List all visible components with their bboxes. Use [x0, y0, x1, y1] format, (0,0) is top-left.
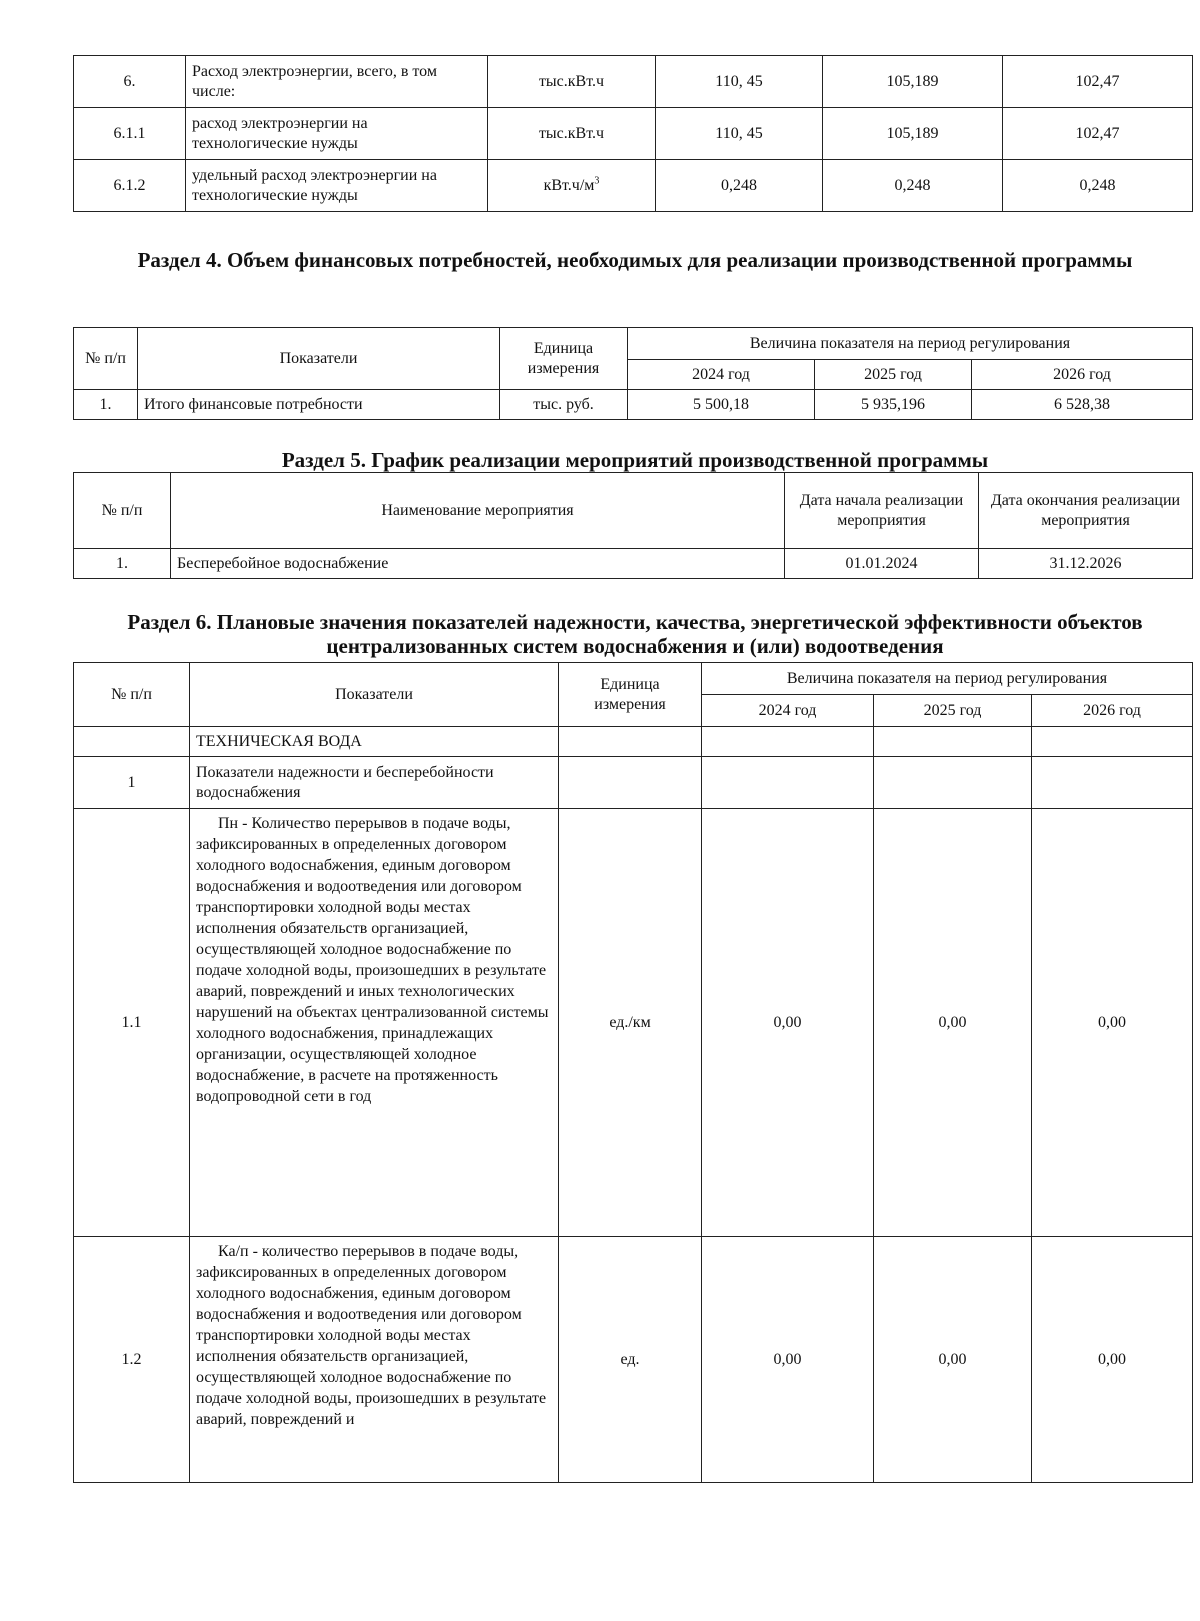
row-name: Итого финансовые потребности — [138, 390, 500, 420]
header-unit: Единица измерения — [559, 663, 702, 727]
row-number: 1. — [74, 549, 171, 579]
header-row — [74, 328, 1193, 360]
end-date: 31.12.2026 — [979, 549, 1193, 579]
section-6-title: Раздел 6. Плановые значения показателей надежности, качества, энергетической эффективности объектов централизованных систем водоснабжения и (или) водоотведения — [127, 610, 1143, 658]
value-2024: 110, 45 — [656, 56, 823, 108]
header-end-date: Дата окончания реализации мероприятия — [979, 473, 1193, 549]
value-2025: 0,248 — [823, 160, 1003, 212]
header-year-2024: 2024 год — [628, 360, 815, 390]
row-number: 6.1.1 — [74, 108, 186, 160]
header-unit: Единица измерения — [500, 328, 628, 390]
table-row — [74, 108, 1193, 160]
header-indicator: Показатели — [138, 328, 500, 390]
row-number: 1.1 — [74, 809, 190, 1237]
subgroup-row — [74, 757, 1193, 809]
row-number: 1.2 — [74, 1237, 190, 1483]
header-start-date: Дата начала реализации мероприятия — [785, 473, 979, 549]
header-period: Величина показателя на период регулирования — [702, 663, 1193, 695]
schedule-table — [73, 472, 1193, 579]
row-name: Пн - Количество перерывов в подаче воды, зафиксированных в определенных договором холодного водоснабжения, единым договором водоснабжения и водоотведения или договором транспортировки холодной воды местах исполнения обязательств организацией, осуществляющей холодное водоснабжение по подаче холодной воды, произошедших в результате аварий, повреждений и иных технологических нарушений на объектах централизованной системы холодного водоснабжения, принадлежащих организации, осуществляющей холодное водоснабжение, в расчете на протяженность водопроводной сети в год — [190, 809, 559, 1237]
table-row — [74, 809, 1193, 1237]
value-2024: 0,248 — [656, 160, 823, 212]
header-indicator: Показатели — [190, 663, 559, 727]
header-number: № п/п — [74, 473, 171, 549]
table-row — [74, 1237, 1193, 1483]
table-row — [74, 56, 1193, 108]
header-year-2025: 2025 год — [815, 360, 972, 390]
table-row — [74, 160, 1193, 212]
row-unit — [488, 160, 656, 212]
value-2024: 110, 45 — [656, 108, 823, 160]
header-year-2025: 2025 год — [874, 695, 1032, 727]
value-2025: 0,00 — [874, 1237, 1032, 1483]
header-number: № п/п — [74, 663, 190, 727]
value-2025: 105,189 — [823, 56, 1003, 108]
table-row — [74, 549, 1193, 579]
header-year-2024: 2024 год — [702, 695, 874, 727]
group-title: ТЕХНИЧЕСКАЯ ВОДА — [190, 727, 559, 757]
subgroup-title: Показатели надежности и бесперебойности водоснабжения — [190, 757, 559, 809]
start-date: 01.01.2024 — [785, 549, 979, 579]
row-name: Ка/п - количество перерывов в подаче воды, зафиксированных в определенных договором холодного водоснабжения, единым договором водоснабжения и водоотведения или договором транспортировки холодной воды местах исполнения обязательств организацией, осуществляющей холодное водоснабжение по подаче холодной воды, произошедших в результате аварий, повреждений и — [190, 1237, 559, 1483]
value-2026: 102,47 — [1003, 108, 1193, 160]
unit-base: кВт.ч/м — [543, 176, 595, 194]
row-number: 6. — [74, 56, 186, 108]
value-2024: 0,00 — [702, 809, 874, 1237]
header-number: № п/п — [74, 328, 138, 390]
value-2024: 5 500,18 — [628, 390, 815, 420]
header-year-2026: 2026 год — [972, 360, 1193, 390]
row-name: удельный расход электроэнергии на технологические нужды — [186, 160, 488, 212]
electricity-table — [73, 55, 1193, 212]
financial-needs-table — [73, 327, 1193, 420]
group-row — [74, 727, 1193, 757]
value-2026: 0,00 — [1032, 1237, 1193, 1483]
row-unit: ед. — [559, 1237, 702, 1483]
section-4-title: Раздел 4. Объем финансовых потребностей, необходимых для реализации производственной программы — [137, 248, 1133, 272]
header-row — [74, 663, 1193, 695]
value-2025: 0,00 — [874, 809, 1032, 1237]
row-unit: тыс. руб. — [500, 390, 628, 420]
indicators-table — [73, 662, 1193, 1483]
header-name: Наименование мероприятия — [171, 473, 785, 549]
value-2026: 6 528,38 — [972, 390, 1193, 420]
row-name: Расход электроэнергии, всего, в том числе: — [186, 56, 488, 108]
value-2026: 102,47 — [1003, 56, 1193, 108]
table-row — [74, 390, 1193, 420]
value-2026: 0,00 — [1032, 809, 1193, 1237]
section-5-title: Раздел 5. График реализации мероприятий производственной программы — [281, 448, 989, 472]
row-unit: тыс.кВт.ч — [488, 108, 656, 160]
row-unit: тыс.кВт.ч — [488, 56, 656, 108]
row-number: 1. — [74, 390, 138, 420]
unit-superscript: 3 — [594, 175, 600, 187]
value-2025: 105,189 — [823, 108, 1003, 160]
value-2025: 5 935,196 — [815, 390, 972, 420]
value-2026: 0,248 — [1003, 160, 1193, 212]
row-name: Бесперебойное водоснабжение — [171, 549, 785, 579]
header-year-2026: 2026 год — [1032, 695, 1193, 727]
header-period: Величина показателя на период регулирования — [628, 328, 1193, 360]
row-unit: ед./км — [559, 809, 702, 1237]
row-number: 6.1.2 — [74, 160, 186, 212]
row-name: расход электроэнергии на технологические нужды — [186, 108, 488, 160]
row-number: 1 — [74, 757, 190, 809]
header-row — [74, 473, 1193, 549]
value-2024: 0,00 — [702, 1237, 874, 1483]
